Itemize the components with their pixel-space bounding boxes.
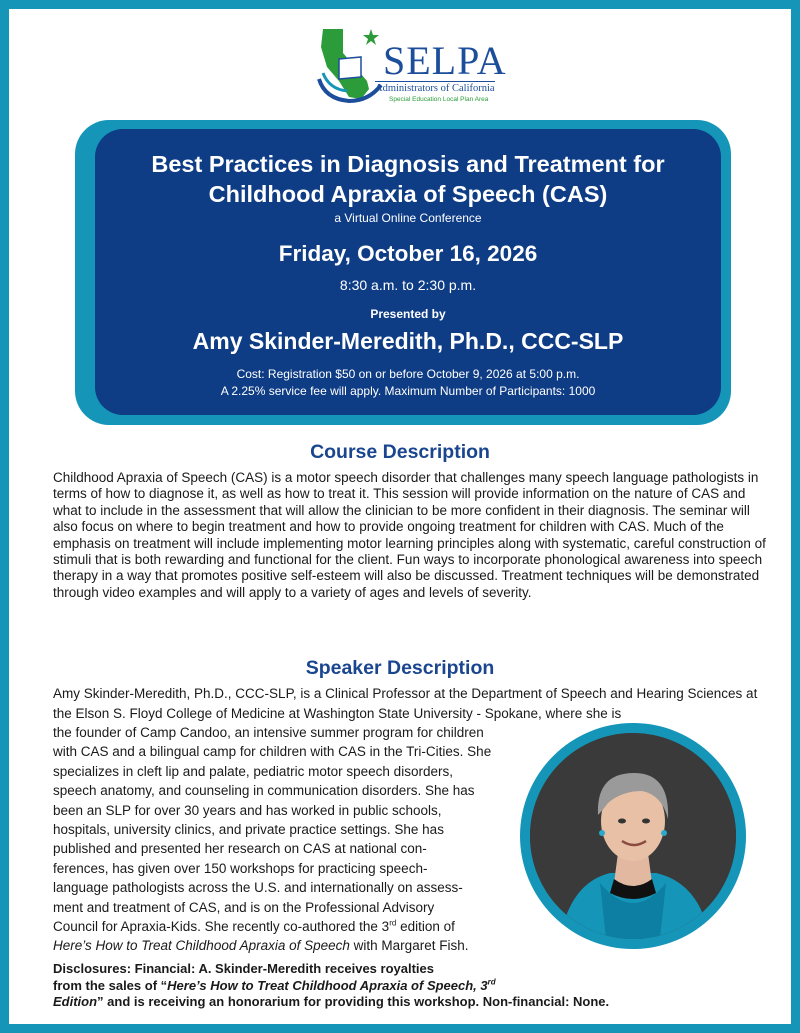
coauth-text-end: edition of [396,919,455,935]
disclosure-line-2 [53,978,767,995]
event-title-line2: Childhood Apraxia of Speech (CAS) [208,181,608,207]
ordinal-suffix: rd [389,918,397,928]
course-description-text: Childhood Apraxia of Speech (CAS) is a motor speech disorder that challenges many speech language pathologists in terms of how to diagnose it, as well as how to treat it. This session will provide information on the nature of CAS and what to include in the assessment that will allow the clinician to be more confident in their diagnosis. The seminar will also focus on where to begin treatment and how to provide ongoing treatment for children with CAS. Much of the emphasis on treatment will include implementing motor learning principles along with systematic, careful construction of stimuli that is both rewarding and functional for the client. Fun ways to incorporate phonological awareness into speech therapy in a way that promotes positive self-esteem will also be discussed. Treatment techniques will be demonstrated through video examples and will apply to a variety of ages and levels of severity. [53,470,766,600]
disclosure-statement [53,961,767,1011]
bio-line: the founder of Camp Candoo, an intensive summer program for children [53,725,484,740]
california-map-icon [309,23,389,107]
disclosure-book-title: Here’s How to Treat Childhood Apraxia of Speech, 3 [167,977,488,993]
bio-line: speech anatomy, and counseling in communication disorders. She has [53,783,475,799]
book-coauthor: with Margaret Fish. [349,938,469,954]
portrait-illustration [530,733,736,939]
speaker-bio-text [53,723,531,956]
event-title [95,149,721,209]
disclosure-text: from the sales of “ [53,977,168,993]
bio-line: hospitals, university clinics, and private practice settings. She has [53,822,444,838]
event-title-line1: Best Practices in Diagnosis and Treatment for [151,151,665,177]
bio-line: ferences, has given over 150 workshops for practicing speech- [53,860,428,876]
bio-line-book [53,936,531,955]
event-banner [95,129,721,415]
logo-subtitle: Administrators of California [375,83,495,94]
event-time: 8:30 a.m. to 2:30 p.m. [339,277,477,293]
bio-line: been an SLP for over 30 years and has worked in public schools, [53,802,442,818]
book-title: Here’s How to Treat Childhood Apraxia of Speech [53,938,350,954]
presented-by-label: Presented by [370,307,446,321]
selpa-logo [309,23,509,107]
logo-tagline: Special Education Local Plan Area [389,96,489,103]
disclosure-line-3 [53,994,767,1011]
speaker-photo [520,723,746,949]
bio-line: language pathologists across the U.S. and internationally on assess- [53,880,463,896]
cost-info [95,366,721,400]
event-date: Friday, October 16, 2026 [278,241,538,266]
speaker-intro-text: Amy Skinder-Meredith, Ph.D., CCC-SLP, is a Clinical Professor at the Department of Speech and Hearing Sciences at the Elson S. Floyd College of Medicine at Washington State University - Spokane, where she is [53,686,758,721]
cost-line-2: A 2.25% service fee will apply. Maximum Number of Participants: 1000 [220,384,596,398]
presenter-name: Amy Skinder-Meredith, Ph.D., CCC-SLP [192,328,624,354]
logo-wordmark: SELPA [383,38,507,83]
cost-line-1: Cost: Registration $50 on or before October 9, 2026 at 5:00 p.m. [236,367,580,381]
disclosure-ordinal: rd [487,977,496,987]
course-description-heading: Course Description [310,441,490,463]
bio-line: published and presented her research on CAS at national con- [53,841,427,857]
coauth-text: Council for Apraxia-Kids. She recently co-authored the 3 [53,919,390,935]
disclosure-text-end: ” and is receiving an honorarium for providing this workshop. Non-financial: None. [97,994,610,1009]
event-subtitle: a Virtual Online Conference [334,211,482,225]
bio-line: ment and treatment of CAS, and is on the Professional Advisory [53,899,435,915]
bio-line: specializes in cleft lip and palate, pediatric motor speech disorders, [53,763,453,779]
disclosure-line-1: Disclosures: Financial: A. Skinder-Meredith receives royalties [53,961,434,976]
bio-line-coauthored [53,917,531,936]
bio-line: with CAS and a bilingual camp for children with CAS in the Tri-Cities. She [53,744,492,760]
speaker-description-heading: Speaker Description [305,657,495,679]
speaker-portrait [530,733,736,939]
disclosure-edition: Edition [53,994,98,1009]
